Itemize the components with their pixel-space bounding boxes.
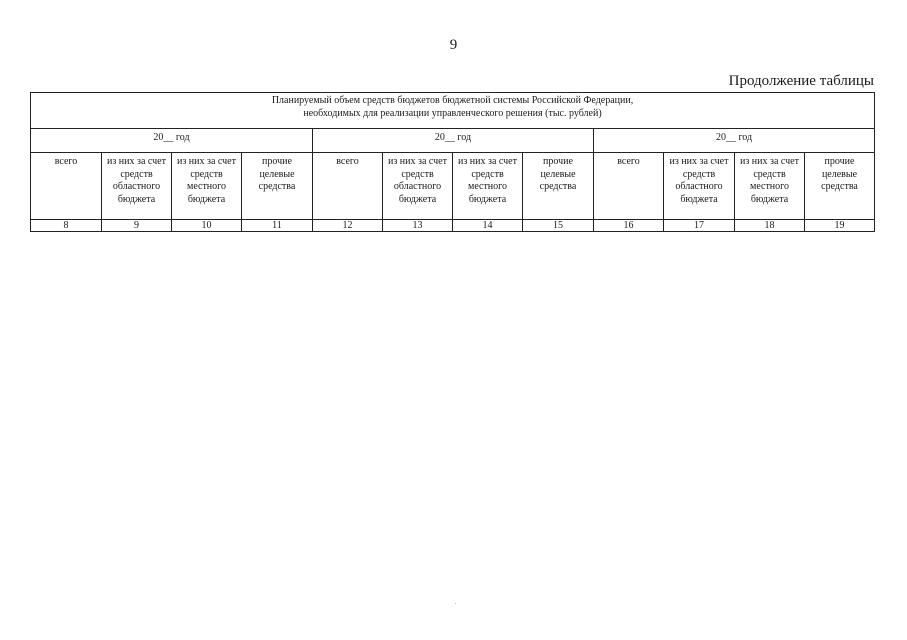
year-group-3: 20__ год (594, 129, 875, 153)
table-title-line2: необходимых для реализации управленческого решения (тыс. рублей) (303, 107, 602, 119)
scan-speck (455, 603, 456, 604)
column-number: 19 (805, 220, 875, 232)
column-header: из них за счет средств местного бюджета (735, 153, 805, 220)
continuation-label: Продолжение таблицы (728, 73, 874, 89)
table-title (31, 93, 875, 129)
column-header: всего (594, 153, 664, 220)
column-header: из них за счет средств местного бюджета (453, 153, 523, 220)
column-number: 10 (172, 220, 242, 232)
column-number: 14 (453, 220, 523, 232)
column-number: 17 (664, 220, 735, 232)
column-number: 16 (594, 220, 664, 232)
column-header: всего (31, 153, 102, 220)
table-title-line1: Планируемый объем средств бюджетов бюджетной системы Российской Федерации, (271, 95, 634, 106)
column-header: прочие целевые средства (242, 153, 313, 220)
column-header: прочие целевые средства (523, 153, 594, 220)
column-number: 8 (31, 220, 102, 232)
column-header: из них за счет средств областного бюджета (383, 153, 453, 220)
column-number: 13 (383, 220, 453, 232)
column-number: 12 (313, 220, 383, 232)
column-number: 15 (523, 220, 594, 232)
year-group-2: 20__ год (313, 129, 594, 153)
column-number: 18 (735, 220, 805, 232)
column-header: из них за счет средств местного бюджета (172, 153, 242, 220)
column-header: прочие целевые средства (805, 153, 875, 220)
budget-table (30, 92, 875, 232)
column-number: 11 (242, 220, 313, 232)
column-number: 9 (102, 220, 172, 232)
page-number: 9 (449, 37, 458, 53)
column-header: из них за счет средств областного бюджета (102, 153, 172, 220)
column-header: из них за счет средств областного бюджета (664, 153, 735, 220)
column-header: всего (313, 153, 383, 220)
year-group-1: 20__ год (31, 129, 313, 153)
